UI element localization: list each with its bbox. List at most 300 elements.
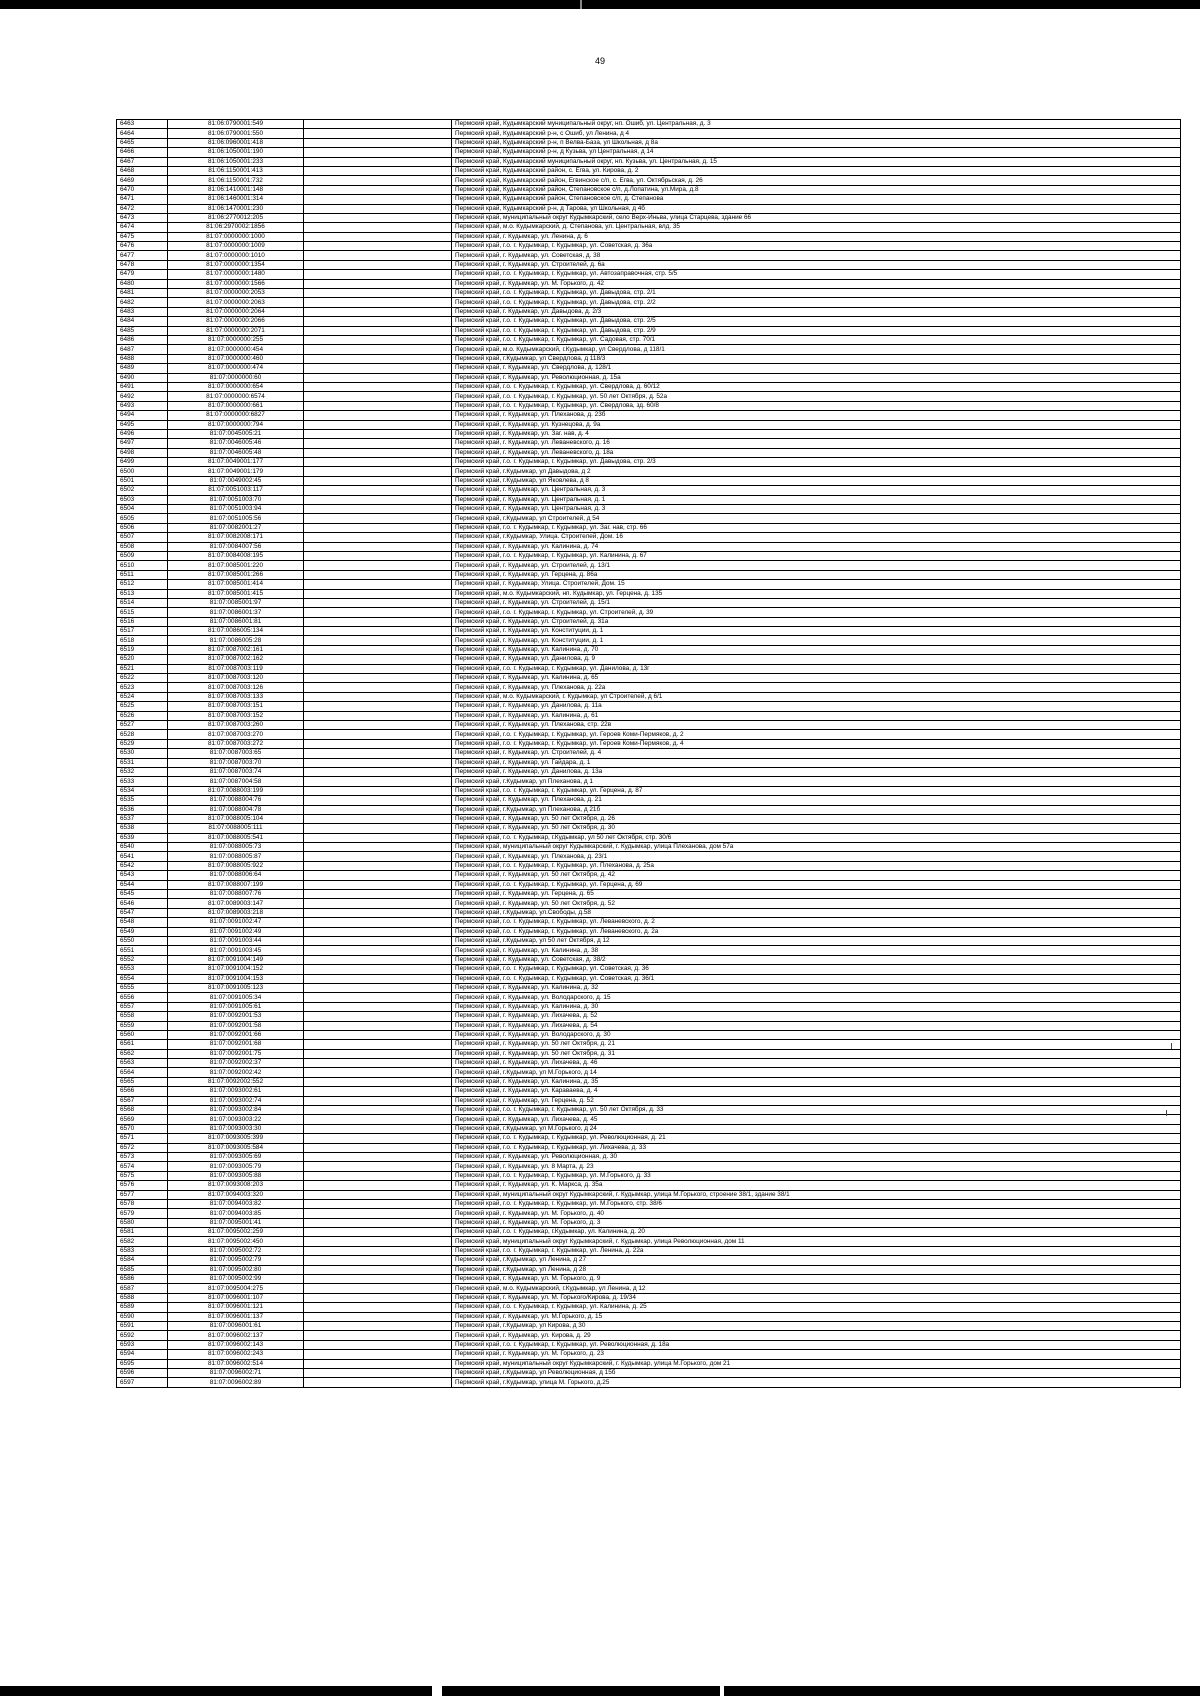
cadastral-number: 81:07:0088004:78 [168,805,304,814]
address: Пермский край, г. Кудымкар, ул. К. Маркса, д. 35а [452,1181,1181,1190]
empty-cell [304,636,452,645]
table-row [117,364,1181,373]
empty-cell [304,551,452,560]
address: Пермский край, г.Кудымкар, ул Давыдова, д 2 [452,467,1181,476]
row-number: 6535 [117,796,168,805]
row-number: 6501 [117,476,168,485]
address: Пермский край, Кудымкарский район, Егвинское с/п, с. Егва, ул. Октябрьская, д. 26 [452,176,1181,185]
table-row [117,345,1181,354]
cadastral-number: 81:06:0960001:418 [168,138,304,147]
address: Пермский край, г. Кудымкар, ул. Строителей, д. 13/1 [452,561,1181,570]
address: Пермский край, м.о. Кудымкарский, г. Кудымкар, ул Строителей, д 6/1 [452,692,1181,701]
empty-cell [304,1340,452,1349]
address: Пермский край, г.о. г. Кудымкар, г. Кудымкар, ул. Садовая, стр. 70/1 [452,335,1181,344]
address: Пермский край, г. Кудымкар, ул. Калинина, д. 70 [452,645,1181,654]
empty-cell [304,326,452,335]
empty-cell [304,467,452,476]
address: Пермский край, г.Кудымкар, ул 50 лет Октября, д 12 [452,936,1181,945]
row-number: 6581 [117,1228,168,1237]
empty-cell [304,1012,452,1021]
address: Пермский край, г. Кудымкар, ул. Володарского, д. 15 [452,993,1181,1002]
table-row [117,1152,1181,1161]
row-number: 6586 [117,1275,168,1284]
empty-cell [304,307,452,316]
address: Пермский край, Кудымкарский р-н, д Кузьва, ул Центральная, д 14 [452,148,1181,157]
row-number: 6465 [117,138,168,147]
table-row [117,223,1181,232]
table-row [117,1124,1181,1133]
cadastral-number: 81:06:1150001:413 [168,166,304,175]
row-number: 6560 [117,1030,168,1039]
empty-cell [304,354,452,363]
address: Пермский край, г.Кудымкар, ул Плеханова, д 21б [452,805,1181,814]
address: Пермский край, г.о. г. Кудымкар, г. Кудымкар, ул. М.Горького, стр. 38/6 [452,1199,1181,1208]
table-row [117,627,1181,636]
cadastral-number: 81:07:0085001:220 [168,561,304,570]
row-number: 6511 [117,570,168,579]
address: Пермский край, г.о. г. Кудымкар, г. Кудымкар, ул. Советская, д. 36/1 [452,974,1181,983]
cadastral-number: 81:07:0087003:126 [168,683,304,692]
row-number: 6570 [117,1124,168,1133]
address: Пермский край, муниципальный округ Кудымкарский, г. Кудымкар, улица М.Горького, дом 21 [452,1359,1181,1368]
row-number: 6579 [117,1209,168,1218]
empty-cell [304,965,452,974]
row-number: 6583 [117,1246,168,1255]
empty-cell [304,166,452,175]
empty-cell [304,1021,452,1030]
address: Пермский край, г.о. г. Кудымкар, г. Кудымкар, ул. Калинина, д. 25 [452,1303,1181,1312]
address: Пермский край, г.Кудымкар, ул Ленина, д 28 [452,1265,1181,1274]
table-row [117,1303,1181,1312]
cadastral-number: 81:07:0087002:162 [168,655,304,664]
row-number: 6531 [117,758,168,767]
address: Пермский край, г.о. г. Кудымкар, г. Кудымкар, ул. Ленина, д. 22а [452,1246,1181,1255]
empty-cell [304,664,452,673]
cadastral-number: 81:07:0000000:1566 [168,279,304,288]
address: Пермский край, г. Кудымкар, ул. Леваневского, д. 18а [452,448,1181,457]
row-number: 6498 [117,448,168,457]
table-row [117,561,1181,570]
empty-cell [304,1040,452,1049]
table-row [117,138,1181,147]
row-number: 6555 [117,983,168,992]
empty-cell [304,786,452,795]
table-row [117,1228,1181,1237]
table-row [117,185,1181,194]
row-number: 6584 [117,1256,168,1265]
cadastral-number: 81:07:0094003:320 [168,1190,304,1199]
cadastral-number: 81:07:0000000:460 [168,354,304,363]
row-number: 6494 [117,411,168,420]
table-row [117,674,1181,683]
table-row [117,411,1181,420]
row-number: 6464 [117,129,168,138]
row-number: 6568 [117,1106,168,1115]
row-number: 6537 [117,814,168,823]
row-number: 6518 [117,636,168,645]
empty-cell [304,561,452,570]
table-row [117,1237,1181,1246]
table-row [117,758,1181,767]
row-number: 6572 [117,1143,168,1152]
row-number: 6567 [117,1096,168,1105]
empty-cell [304,861,452,870]
table-row [117,157,1181,166]
empty-cell [304,1030,452,1039]
table-row [117,936,1181,945]
cadastral-number: 81:07:0046005:46 [168,439,304,448]
cadastral-number: 81:07:0087003:270 [168,730,304,739]
table-row [117,1275,1181,1284]
empty-cell [304,871,452,880]
row-number: 6588 [117,1293,168,1302]
cadastral-number: 81:07:0089003:218 [168,908,304,917]
address: Пермский край, г.о. г. Кудымкар, г.Кудымкар, ул. Калинина, д. 20 [452,1228,1181,1237]
empty-cell [304,852,452,861]
address: Пермский край, г.о. г. Кудымкар, г. Кудымкар, ул. Заг. нав, стр. 66 [452,523,1181,532]
address: Пермский край, Кудымкарский р-н, п Велва-База, ул Школьная, д 8а [452,138,1181,147]
table-row [117,260,1181,269]
row-number: 6526 [117,711,168,720]
row-number: 6574 [117,1162,168,1171]
empty-cell [304,908,452,917]
row-number: 6497 [117,439,168,448]
address: Пермский край, г.Кудымкар, ул М.Горького, д 24 [452,1124,1181,1133]
table-row [117,983,1181,992]
scan-bottom-gap [720,1686,724,1696]
row-number: 6585 [117,1265,168,1274]
empty-cell [304,138,452,147]
cadastral-number: 81:07:0086001:81 [168,617,304,626]
address: Пермский край, Кудымкарский район, с. Егва, ул. Кирова, д. 2 [452,166,1181,175]
table-row [117,429,1181,438]
empty-cell [304,1218,452,1227]
table-row [117,1359,1181,1368]
row-number: 6489 [117,364,168,373]
empty-cell [304,1049,452,1058]
address: Пермский край, г. Кудымкар, ул. М. Горького, д. 3 [452,1218,1181,1227]
row-number: 6540 [117,843,168,852]
table-row [117,974,1181,983]
table-row [117,1134,1181,1143]
table-row [117,523,1181,532]
row-number: 6507 [117,533,168,542]
cadastral-number: 81:07:0095002:259 [168,1228,304,1237]
table-row [117,589,1181,598]
table-row [117,1312,1181,1321]
cadastral-number: 81:07:0088005:87 [168,852,304,861]
address: Пермский край, г. Кудымкар, ул. Герцена, д. 86а [452,570,1181,579]
table-row [117,120,1181,129]
table-row [117,467,1181,476]
address: Пермский край, г.о. г. Кудымкар, г. Кудымкар, ул. Автозаправочная, стр. 5/5 [452,270,1181,279]
cadastral-number: 81:07:0087003:133 [168,692,304,701]
row-number: 6552 [117,955,168,964]
empty-cell [304,523,452,532]
empty-cell [304,364,452,373]
row-number: 6550 [117,936,168,945]
row-number: 6582 [117,1237,168,1246]
row-number: 6495 [117,420,168,429]
table-row [117,1218,1181,1227]
cadastral-number: 81:07:0084008:195 [168,551,304,560]
cadastral-number: 81:07:0000000:2063 [168,298,304,307]
table-row [117,880,1181,889]
row-number: 6557 [117,1002,168,1011]
empty-cell [304,505,452,514]
address: Пермский край, г. Кудымкар, ул. Данилова, д. 13а [452,767,1181,776]
table-row [117,655,1181,664]
cadastral-number: 81:07:0087003:272 [168,739,304,748]
cadastral-number: 81:07:0082001:27 [168,523,304,532]
row-number: 6536 [117,805,168,814]
address: Пермский край, г. Кудымкар, ул. М. Горького, д. 9 [452,1275,1181,1284]
row-number: 6593 [117,1340,168,1349]
cadastral-number: 81:07:0093005:399 [168,1134,304,1143]
cadastral-number: 81:07:0000000:1000 [168,232,304,241]
table-row [117,608,1181,617]
table-row [117,918,1181,927]
empty-cell [304,1312,452,1321]
row-number: 6562 [117,1049,168,1058]
row-number: 6525 [117,702,168,711]
address: Пермский край, г. Кудымкар, ул. Плеханова, стр. 22в [452,721,1181,730]
address: Пермский край, г. Кудымкар, ул. 50 лет Октября, д. 42 [452,871,1181,880]
empty-cell [304,824,452,833]
address: Пермский край, муниципальный округ Кудымкарский, село Верх-Иньва, улица Старцева, здание 66 [452,213,1181,222]
cadastral-number: 81:06:1460001:314 [168,195,304,204]
cadastral-number: 81:07:0051005:56 [168,514,304,523]
table-row [117,1256,1181,1265]
cadastral-number: 81:06:1150001:732 [168,176,304,185]
table-row [117,824,1181,833]
address: Пермский край, г. Кудымкар, ул. Ленина, д. 6 [452,232,1181,241]
cadastral-number: 81:07:0000000:474 [168,364,304,373]
cadastral-number: 81:06:1470001:230 [168,204,304,213]
empty-cell [304,993,452,1002]
table-row [117,1284,1181,1293]
row-number: 6485 [117,326,168,335]
empty-cell [304,1350,452,1359]
table-row [117,505,1181,514]
empty-cell [304,458,452,467]
table-row [117,899,1181,908]
row-number: 6522 [117,674,168,683]
empty-cell [304,730,452,739]
address: Пермский край, г.Кудымкар, ул М.Горького, д 14 [452,1068,1181,1077]
cadastral-number: 81:07:0096002:143 [168,1340,304,1349]
row-number: 6503 [117,495,168,504]
cadastral-number: 81:07:0088006:64 [168,871,304,880]
table-row [117,636,1181,645]
table-row [117,148,1181,157]
table-row [117,420,1181,429]
cadastral-number: 81:07:0085001:415 [168,589,304,598]
cadastral-number: 81:07:0091005:123 [168,983,304,992]
cadastral-number: 81:07:0088005:111 [168,824,304,833]
cadastral-number: 81:07:0091003:44 [168,936,304,945]
row-number: 6486 [117,335,168,344]
cadastral-number: 81:07:0092001:53 [168,1012,304,1021]
cadastral-number: 81:07:0093003:30 [168,1124,304,1133]
empty-cell [304,843,452,852]
scan-top-border [0,0,1200,9]
table-row [117,692,1181,701]
scan-bottom-gap [432,1686,442,1696]
cadastral-number: 81:07:0093003:22 [168,1115,304,1124]
cadastral-number: 81:06:2970002:1856 [168,223,304,232]
cadastral-number: 81:07:0093005:69 [168,1152,304,1161]
empty-cell [304,946,452,955]
row-number: 6547 [117,908,168,917]
empty-cell [304,899,452,908]
address: Пермский край, г. Кудымкар, ул. Караваева, д. 4 [452,1087,1181,1096]
row-number: 6549 [117,927,168,936]
empty-cell [304,1068,452,1077]
address: Пермский край, г.о. г. Кудымкар, г. Кудымкар, ул. Давыдова, стр. 2/1 [452,289,1181,298]
row-number: 6548 [117,918,168,927]
table-row [117,1293,1181,1302]
row-number: 6519 [117,645,168,654]
empty-cell [304,279,452,288]
row-number: 6569 [117,1115,168,1124]
table-row [117,871,1181,880]
row-number: 6592 [117,1331,168,1340]
row-number: 6543 [117,871,168,880]
cadastral-number: 81:06:1050001:233 [168,157,304,166]
table-row [117,767,1181,776]
empty-cell [304,1190,452,1199]
table-row [117,401,1181,410]
row-number: 6553 [117,965,168,974]
table-row [117,796,1181,805]
address: Пермский край, г. Кудымкар, ул. Плеханова, д. 22а [452,683,1181,692]
address: Пермский край, г. Кудымкар, ул. Калинина, д. 61 [452,711,1181,720]
empty-cell [304,758,452,767]
address: Пермский край, г.о. г. Кудымкар, г. Кудымкар, ул. 50 лет Октября, д. 33 [452,1106,1181,1115]
address: Пермский край, г. Кудымкар, ул. Плеханова, д. 23б [452,411,1181,420]
row-number: 6493 [117,401,168,410]
empty-cell [304,833,452,842]
empty-cell [304,176,452,185]
row-number: 6496 [117,429,168,438]
address: Пермский край, г.Кудымкар, ул Яковлева, д 8 [452,476,1181,485]
empty-cell [304,814,452,823]
row-number: 6476 [117,242,168,251]
cadastral-number: 81:07:0092002:37 [168,1059,304,1068]
row-number: 6566 [117,1087,168,1096]
cadastral-number: 81:07:0093002:84 [168,1106,304,1115]
address: Пермский край, м.о. Кудымкарский, г.Кудымкар, ул Ленина, д 12 [452,1284,1181,1293]
cadastral-number: 81:07:0087002:161 [168,645,304,654]
cadastral-number: 81:06:0790001:549 [168,120,304,129]
empty-cell [304,1303,452,1312]
cadastral-number: 81:07:0093005:584 [168,1143,304,1152]
table-row [117,711,1181,720]
table-row [117,213,1181,222]
empty-cell [304,580,452,589]
cadastral-number: 81:07:0096001:61 [168,1322,304,1331]
address: Пермский край, муниципальный округ Кудымкарский, г. Кудымкар, улица Плеханова, дом 57а [452,843,1181,852]
address: Пермский край, г. Кудымкар, ул. Калинина, д. 32 [452,983,1181,992]
empty-cell [304,1096,452,1105]
table-row [117,195,1181,204]
empty-cell [304,711,452,720]
empty-cell [304,1275,452,1284]
cadastral-number: 81:07:0095002:80 [168,1265,304,1274]
cadastral-number: 81:07:0089003:147 [168,899,304,908]
table-row [117,279,1181,288]
cadastral-number: 81:07:0095002:79 [168,1256,304,1265]
row-number: 6463 [117,120,168,129]
row-number: 6533 [117,777,168,786]
address: Пермский край, г. Кудымкар, ул. Советская, д. 38 [452,251,1181,260]
registry-table-body [117,120,1181,1388]
empty-cell [304,382,452,391]
empty-cell [304,439,452,448]
table-row [117,645,1181,654]
empty-cell [304,204,452,213]
row-number: 6528 [117,730,168,739]
table-row [117,1190,1181,1199]
row-number: 6556 [117,993,168,1002]
table-row [117,1030,1181,1039]
row-number: 6512 [117,580,168,589]
table-row [117,1143,1181,1152]
table-row [117,955,1181,964]
table-row [117,242,1181,251]
table-row [117,617,1181,626]
address: Пермский край, г. Кудымкар, ул. Строителей, д. 31а [452,617,1181,626]
row-number: 6479 [117,270,168,279]
row-number: 6573 [117,1152,168,1161]
cadastral-number: 81:07:0000000:255 [168,335,304,344]
address: Пермский край, г.о. г. Кудымкар, г. Кудымкар, ул. Данилова, д. 13г [452,664,1181,673]
empty-cell [304,1002,452,1011]
address: Пермский край, г.о. г. Кудымкар, г. Кудымкар, ул. Советская, д. 36а [452,242,1181,251]
table-row [117,861,1181,870]
table-row [117,166,1181,175]
address: Пермский край, г.о. г. Кудымкар, г. Кудымкар, ул. Советская, д. 36 [452,965,1181,974]
cadastral-number: 81:07:0088007:76 [168,890,304,899]
address: Пермский край, г. Кудымкар, ул. 50 лет Октября, д. 30 [452,824,1181,833]
address: Пермский край, г.о. г. Кудымкар, г. Кудымкар, ул. Свердлова, зд. 60/8 [452,401,1181,410]
empty-cell [304,120,452,129]
row-number: 6534 [117,786,168,795]
empty-cell [304,880,452,889]
table-row [117,326,1181,335]
scan-top-notch [580,0,624,9]
row-number: 6590 [117,1312,168,1321]
row-number: 6587 [117,1284,168,1293]
empty-cell [304,721,452,730]
address: Пермский край, г. Кудымкар, ул. Гайдара, д. 1 [452,758,1181,767]
row-number: 6466 [117,148,168,157]
row-number: 6472 [117,204,168,213]
table-row [117,843,1181,852]
table-row [117,392,1181,401]
empty-cell [304,692,452,701]
scan-artifact-mark [1166,1110,1167,1116]
empty-cell [304,448,452,457]
empty-cell [304,298,452,307]
empty-cell [304,589,452,598]
row-number: 6589 [117,1303,168,1312]
address: Пермский край, г. Кудымкар, ул. М. Горького, д. 23 [452,1350,1181,1359]
table-row [117,439,1181,448]
empty-cell [304,1199,452,1208]
address: Пермский край, г.о. г. Кудымкар, г. Кудымкар, ул. Героев Коми-Пермяков, д. 2 [452,730,1181,739]
